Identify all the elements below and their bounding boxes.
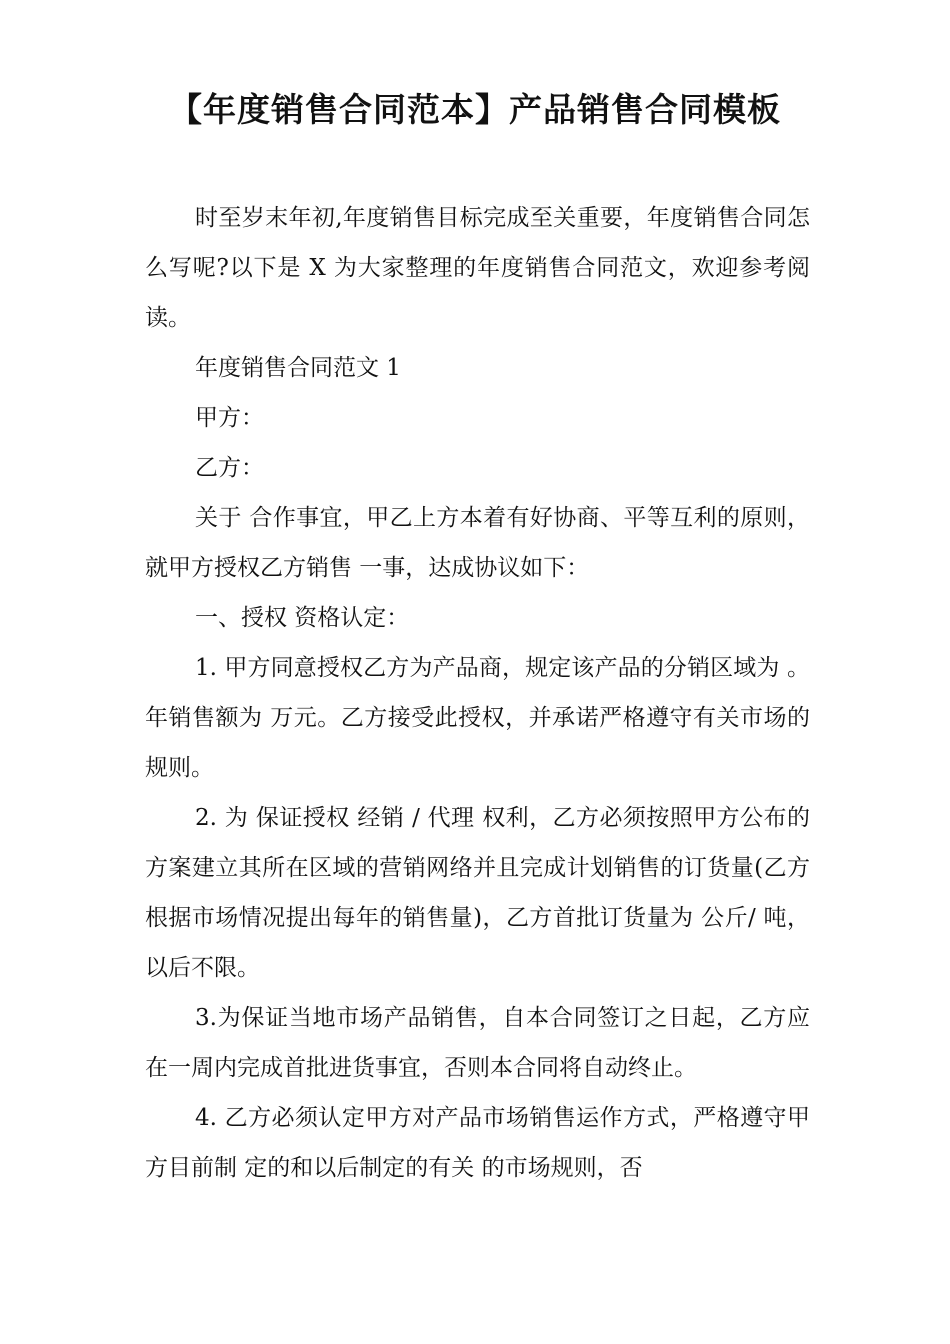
document-body bbox=[145, 193, 810, 1193]
paragraph-section-1-heading: 一、授权 资格认定： bbox=[195, 605, 410, 631]
paragraph-clause-4: 4. 乙方必须认定甲方对产品市场销售运作方式，严格遵守甲方目前制 定的和以后制定的有关 的市场规则，否 bbox=[145, 1105, 810, 1181]
paragraph-clause-2: 2. 为 保证授权 经销 / 代理 权利，乙方必须按照甲方公布的方案建立其所在区域的营销网络并且完成计划销售的订货量(乙方根据市场情况提出每年的销售量)，乙方首批订货量为 公斤/ 吨，以后不限。 bbox=[145, 805, 810, 981]
paragraph-heading-sample-1: 年度销售合同范文 1 bbox=[195, 355, 401, 381]
paragraph-clause-1: 1. 甲方同意授权乙方为产品商，规定该产品的分销区域为 。年销售额为 万元。乙方接受此授权，并承诺严格遵守有关市场的规则。 bbox=[145, 655, 810, 781]
paragraph-party-b: 乙方： bbox=[195, 455, 264, 481]
paragraph-preamble: 关于 合作事宜，甲乙上方本着有好协商、平等互利的原则，就甲方授权乙方销售 一事，达成协议如下： bbox=[145, 505, 810, 581]
paragraph-intro: 时至岁末年初,年度销售目标完成至关重要，年度销售合同怎么写呢?以下是 X 为大家整理的年度销售合同范文，欢迎参考阅读。 bbox=[145, 205, 810, 331]
document-title: 【年度销售合同范本】产品销售合同模板 bbox=[169, 90, 781, 129]
paragraph-party-a: 甲方： bbox=[195, 405, 264, 431]
paragraph-clause-3: 3.为保证当地市场产品销售，自本合同签订之日起，乙方应在一周内完成首批进货事宜，否则本合同将自动终止。 bbox=[145, 1005, 810, 1081]
